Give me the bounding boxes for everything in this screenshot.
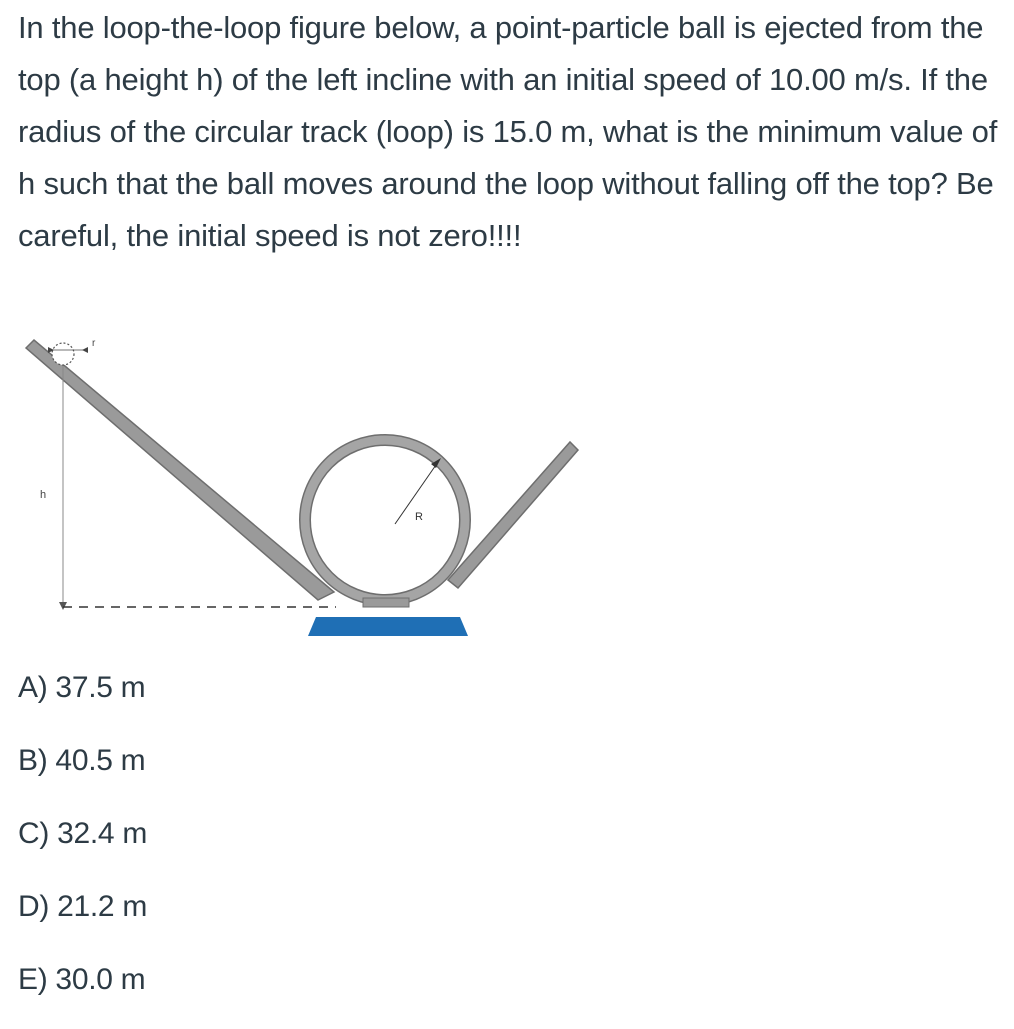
- loop-diagram: [18, 330, 598, 645]
- choice-a[interactable]: A) 37.5 m: [18, 671, 146, 704]
- loop-bottom-joint: [363, 598, 409, 607]
- loop-the-loop-figure: [18, 330, 598, 645]
- question-text: In the loop-the-loop figure below, a point-particle ball is ejected from the top (a height h) of the left incline with an initial speed of 10.00 m/s. If the radius of the circular track (loop) is 15.0 m, what is the minimum value of h such that the ball moves around the loop without falling off the top? Be careful, the initial speed is not zero!!!!: [18, 10, 998, 253]
- base-platform: [308, 617, 468, 636]
- choice-c[interactable]: C) 32.4 m: [18, 817, 148, 850]
- r-label: r: [92, 338, 96, 349]
- height-arrow-bottom: [59, 602, 67, 610]
- left-incline-track: [26, 340, 334, 600]
- answer-choices: [18, 664, 147, 1029]
- choice-e[interactable]: E) 30.0 m: [18, 963, 146, 996]
- choice-d[interactable]: D) 21.2 m: [18, 890, 148, 923]
- h-label: h: [40, 489, 47, 501]
- r-arrow-right: [82, 347, 88, 353]
- ball: [52, 343, 74, 365]
- loop-track-fill: [305, 440, 465, 600]
- R-label: R: [415, 511, 423, 523]
- choice-b[interactable]: B) 40.5 m: [18, 744, 146, 777]
